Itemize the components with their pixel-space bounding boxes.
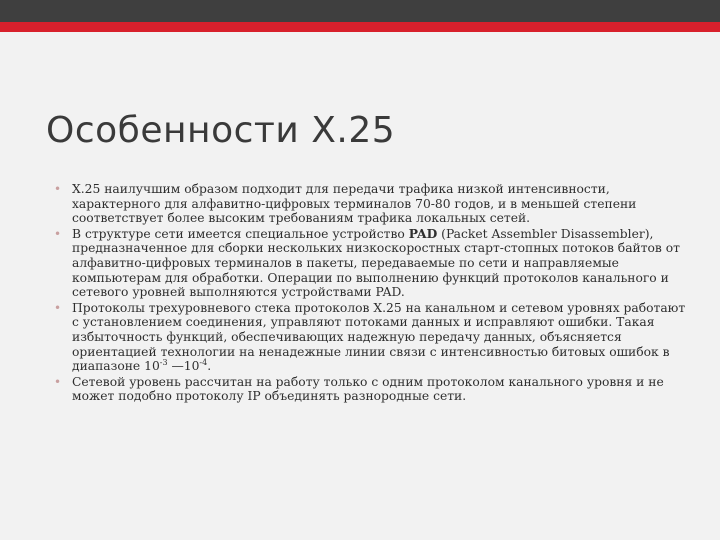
bullet-text-bold: PAD <box>408 225 438 241</box>
slide-title: Особенности X.25 <box>46 110 396 151</box>
exponent: -4 <box>199 358 208 368</box>
bullet-dot-icon: • <box>54 374 62 389</box>
bullet-dot-icon: • <box>54 300 62 315</box>
bullet-text: X.25 наилучшим образом подходит для передачи трафика низкой интенсивности, характерного для алфавитно-цифровых терминалов 70-80 годов, и в меньшей степени соответствует более высоким требованиям трафика локальных сетей. <box>72 182 637 226</box>
bullet-item <box>52 227 692 300</box>
bullet-dot-icon: • <box>54 182 62 196</box>
bullet-text-mid: —10 <box>167 359 200 374</box>
exponent: -3 <box>159 358 168 368</box>
bullet-item <box>52 182 692 226</box>
top-dark-bar <box>0 0 720 22</box>
bullet-item <box>52 301 692 374</box>
bullet-text: Сетевой уровень рассчитан на работу только с одним протоколом канального уровня и не может подобно протоколу IP объединять разнородные сети. <box>72 374 664 404</box>
bullet-item <box>52 375 692 404</box>
bullet-text-post: . <box>207 359 212 374</box>
bullet-dot-icon: • <box>54 226 62 241</box>
bullet-text-pre: В структуре сети имеется специальное устройство <box>72 226 409 241</box>
bullet-text-pre: Протоколы трехуровневого стека протоколов X.25 на канальном и сетевом уровнях работают с установлением соединения, управляют потоками данных и исправляют ошибки. Такая избыточность функций, обеспечивающих надежную передачу данных, объясняется ориентацией технологии на ненадежные линии связи с интенсивностью битовых ошибок в диапазоне 10 <box>72 300 686 374</box>
top-red-stripe <box>0 22 720 32</box>
bullet-list <box>52 182 692 405</box>
bullet-text-post: (Packet Assembler Disassembler), предназначенное для сборки нескольких низкоскоростных старт-стопных потоков байтов от алфавитно-цифровых терминалов в пакеты, передаваемые по сети и направляемые компьютерам для обработки. Операции по выполнению функций протоколов канального и сетевого уровней выполняются устройствами PAD. <box>72 226 680 300</box>
